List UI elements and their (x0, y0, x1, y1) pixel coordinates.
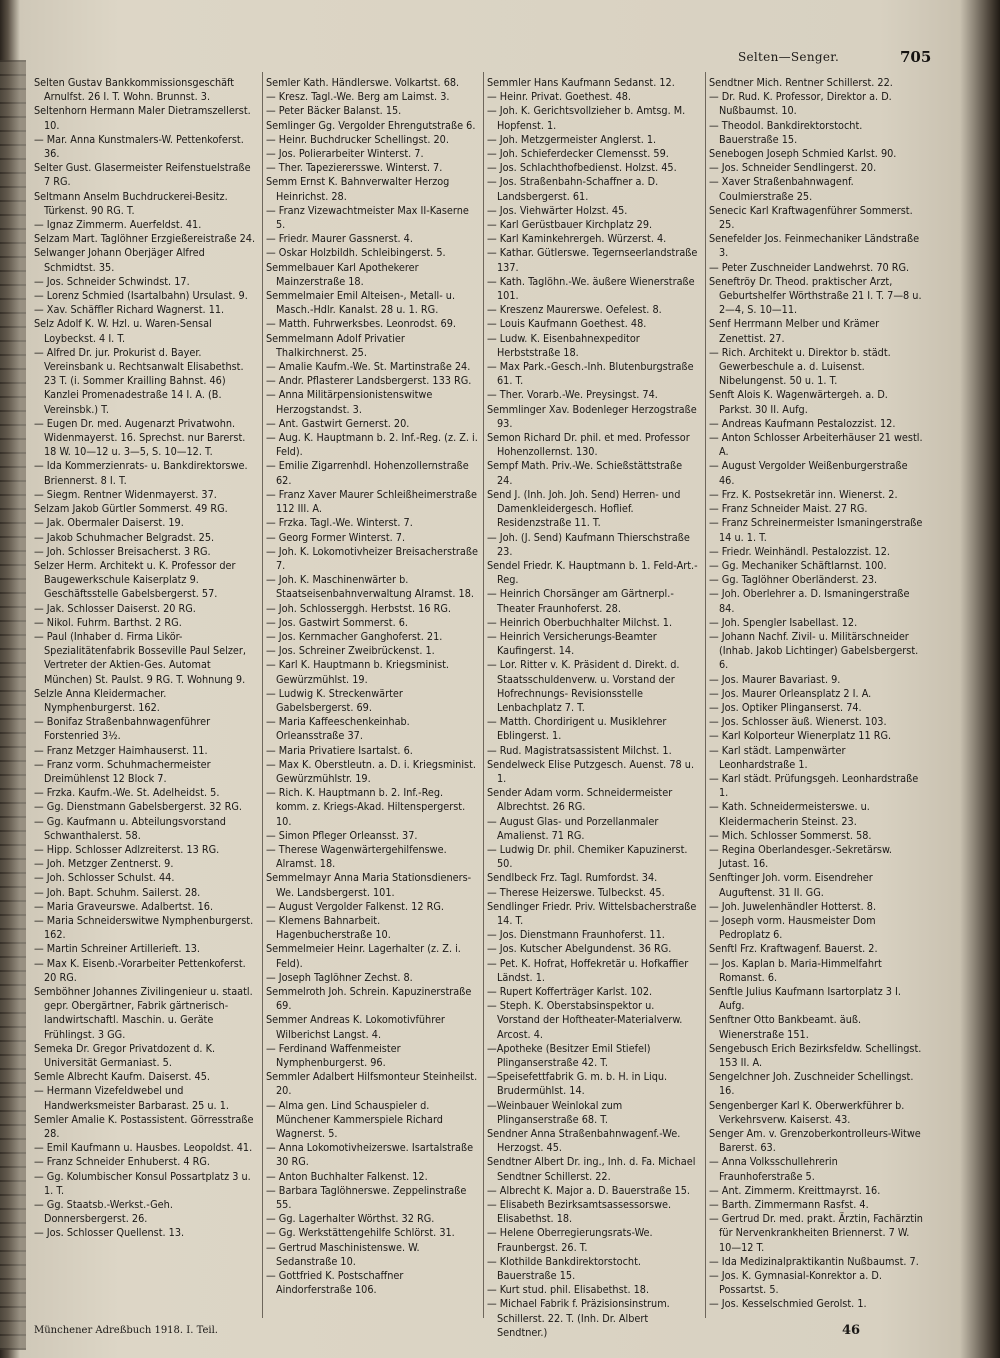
directory-entry: — Friedr. Weinhändl. Pestalozzist. 12. (709, 544, 890, 558)
page-binding-edge (0, 60, 26, 1350)
directory-entry: — Jos. Straßenbahn-Schaffner a. D. Landsbergerst. 61. (487, 175, 659, 203)
directory-entry: — Ther. Vorarb.-We. Preysingst. 74. (487, 388, 658, 402)
directory-entry: Semmelmaier Emil Alteisen-, Metall- u. Masch.-Hdlr. Kanalst. 28 u. 1. RG. (266, 289, 456, 317)
directory-entry: Senebogen Joseph Schmied Karlst. 90. (709, 147, 897, 161)
directory-entry: — Karl Kolporteur Wienerplatz 11 RG. (709, 729, 892, 743)
directory-entry: — Gg. Lagerhalter Wörthst. 32 RG. (266, 1212, 435, 1226)
directory-entry: — Joh. Bapt. Schuhm. Sailerst. 28. (34, 885, 201, 899)
directory-entry: — Karl städt. Lampenwärter Leonhardstraße 1. (709, 743, 846, 771)
directory-entry: — Anton Schlosser Arbeiterhäuser 21 westl. A. (709, 431, 923, 459)
directory-entry: — Anna Lokomotivheizerswe. Isartalstraße 30 RG. (266, 1141, 474, 1169)
directory-entry: — Alfred Dr. jur. Prokurist d. Bayer. Vereinsbank u. Rechtsanwalt Elisabethst. 23 T. (i. Sommer Krailling Bahnst. 46) Kanzlei Promenadestraße 14 I. A. (B. Vereinsbk.) T. (34, 345, 244, 416)
directory-entry: Semmler Hans Kaufmann Sedanst. 12. (487, 76, 675, 89)
directory-entry: — Ida Medizinalpraktikantin Nußbaumst. 7. (709, 1254, 919, 1268)
directory-entry: — Maria Schneiderswitwe Nymphenburgerst. 162. (34, 913, 254, 942)
directory-entry: — Jak. Obermaler Daiserst. 19. (34, 516, 184, 530)
directory-entry: Sendel Friedr. K. Hauptmann b. 1. Feld-Art.-Reg. (487, 558, 698, 587)
directory-entry: — Joh. K. Lokomotivheizer Breisacherstraße 7. (266, 544, 478, 572)
directory-entry: — Jos. Kernmacher Ganghoferst. 21. (266, 629, 443, 643)
directory-entry: Senftle Julius Kaufmann Isartorplatz 3 I. Aufg. (709, 985, 901, 1013)
directory-entry: — Lorenz Schmied (Isartalbahn) Ursulast. 9. (34, 289, 248, 303)
directory-entry: — Ludw. K. Eisenbahnexpeditor Herbststraße 18. (487, 331, 640, 359)
signature-mark: 46 (842, 1323, 861, 1338)
directory-entry: — Lor. Ritter v. K. Präsident d. Direkt. d. Staatsschuldenverw. u. Vorstand der Hofrechnungs- Revisionsstelle Lenbachplatz 7. T. (487, 658, 680, 714)
directory-entry: Sendelweck Elise Putzgesch. Auenst. 78 u. 1. (487, 757, 695, 785)
directory-entry: — Maria Graveurswe. Adalbertst. 16. (34, 899, 214, 913)
directory-entry: — Gg. Staatsb.-Werkst.-Geh. Donnersbergerst. 26. (34, 1198, 173, 1226)
directory-entry: — Friedr. Maurer Gassnerst. 4. (266, 232, 413, 246)
column-4 (709, 76, 923, 1321)
directory-entry: — Elisabeth Bezirksamtsassessorswe. Elisabethst. 18. (487, 1198, 672, 1226)
directory-entry: — Barth. Zimmermann Rasfst. 4. (709, 1198, 869, 1212)
directory-entry: — Rich. K. Hauptmann b. 2. Inf.-Reg. komm. z. Kriegs-Akad. Hiltenspergerst. 10. (266, 786, 466, 828)
directory-entry: — Maria Kaffeeschenkeinhab. Orleansstraße 37. (266, 715, 410, 743)
directory-entry: — Xav. Schäffler Richard Wagnerst. 11. (34, 303, 225, 317)
directory-entry: — Therese Heizerswe. Tulbeckst. 45. (487, 885, 665, 899)
directory-entry: — Gg. Kolumbischer Konsul Possartplatz 3 u. 1. T. (34, 1169, 251, 1197)
directory-entry: Sempf Math. Priv.-We. Schießstättstraße 24. (487, 459, 683, 487)
directory-entry: — Joh. (J. Send) Kaufmann Thierschstraße 23. (487, 530, 690, 558)
directory-entry: — Ludwig Dr. phil. Chemiker Kapuzinerst. 50. (487, 842, 688, 871)
column-2 (266, 76, 478, 1321)
directory-entry: — Georg Former Winterst. 7. (266, 530, 406, 544)
directory-entry: Sendtner Albert Dr. ing., Inh. d. Fa. Michael Sendtner Schillerst. 22. (487, 1155, 696, 1183)
directory-entry: — Jos. Kutscher Abelgundenst. 36 RG. (487, 942, 672, 956)
directory-entry: — Rud. Magistratsassistent Milchst. 1. (487, 743, 672, 757)
directory-entry: — Jos. Optiker Plinganserst. 74. (709, 700, 862, 714)
directory-entry: Selzle Anna Kleidermacher. Nymphenburgerst. 162. (34, 686, 167, 714)
directory-entry: — Joseph Taglöhner Zechst. 8. (266, 970, 413, 984)
directory-entry: — Frzka. Kaufm.-We. St. Adelheidst. 5. (34, 786, 220, 800)
directory-entry: Sengelchner Joh. Zuschneider Schellingst. 16. (709, 1070, 914, 1098)
directory-entry: — Jak. Schlosser Daiserst. 20 RG. (34, 601, 196, 615)
directory-entry: — Max Park.-Gesch.-Inh. Blutenburgstraße 61. T. (487, 360, 694, 388)
directory-entry: Sengenberger Karl K. Oberwerkführer b. Verkehrsverw. Kaiserst. 43. (709, 1098, 905, 1126)
directory-entry: — Ant. Gastwirt Gernerst. 20. (266, 416, 410, 430)
directory-entry: — Gottfried K. Postschaffner Aindorferstraße 106. (266, 1269, 404, 1297)
directory-entry: — Jos. Dienstmann Fraunhoferst. 11. (487, 928, 665, 942)
directory-entry: — Michael Fabrik f. Präzisionsinstrum. Schillerst. 22. T. (Inh. Dr. Albert Sendtner.) (487, 1297, 670, 1339)
directory-entry: Sendtner Mich. Rentner Schillerst. 22. (709, 76, 893, 89)
directory-entry: — Karl städt. Prüfungsgeh. Leonhardstraße 1. (709, 771, 919, 800)
directory-entry: — Kresz. Tagl.-We. Berg am Laimst. 3. (266, 90, 450, 104)
directory-entry: — Heinrich Oberbuchhalter Milchst. 1. (487, 615, 673, 629)
directory-entry: — Gg. Dienstmann Gabelsbergerst. 32 RG. (34, 800, 242, 814)
directory-entry: — Kath. Schneidermeisterswe. u. Kleidermacherin Steinst. 23. (709, 800, 870, 828)
directory-entry: — Steph. K. Oberstabsinspektor u. Vorstand der Hoftheater-Materialverw. Arcost. 4. (487, 999, 683, 1041)
directory-entry: — Rupert Kofferträger Karlst. 102. (487, 985, 653, 998)
directory-entry: Selzer Herm. Architekt u. K. Professor der Baugewerkschule Kaiserplatz 9. Geschäftsstelle Gabelsbergerst. 57. (34, 558, 236, 601)
directory-entry: — Anna Militärpensionistenswitwe Herzogstandst. 3. (266, 388, 433, 416)
directory-entry: — August Glas- und Porzellanmaler Amalienst. 71 RG. (487, 814, 659, 842)
directory-entry: — Aug. K. Hauptmann b. 2. Inf.-Reg. (z. Z. i. Feld). (266, 431, 478, 459)
directory-entry: — Jos. Schlosser äuß. Wienerst. 103. (709, 715, 887, 729)
directory-entry: — Paul (Inhaber d. Firma Likör-Spezialitätenfabrik Bosseville Paul Selzer, Vertreter der Aktien-Ges. Automat München) St. Paulst. 9 RG. T. Wohnung 9. (34, 629, 246, 686)
directory-entry: — Xaver Straßenbahnwagenf. Coulmierstraße 25. (709, 175, 854, 203)
directory-entry: Selwanger Johann Oberjäger Alfred Schmidtst. 35. (34, 246, 205, 274)
directory-entry: — Anton Buchhalter Falkenst. 12. (266, 1169, 428, 1183)
directory-entry: — Peter Bäcker Balanst. 15. (266, 104, 402, 118)
directory-entry: Senftner Otto Bankbeamt. äuß. Wienerstraße 151. (709, 1013, 862, 1041)
directory-entry: — Frzka. Tagl.-We. Winterst. 7. (266, 516, 413, 530)
directory-entry: — Karl Kaminkehrergeh. Würzerst. 4. (487, 232, 667, 246)
directory-entry: — Emilie Zigarrenhdl. Hohenzollernstraße 62. (266, 459, 469, 487)
directory-entry: — Kurt stud. phil. Elisabethst. 18. (487, 1283, 650, 1297)
directory-entry: — Joh. K. Gerichtsvollzieher b. Amtsg. M. Hopfenst. 1. (487, 104, 686, 132)
directory-entry: — Pet. K. Hofrat, Hoffekretär u. Hofkaffier Ländst. 1. (487, 956, 689, 984)
directory-entry: Semeka Dr. Gregor Privatdozent d. K. Universität Germaniast. 5. (34, 1041, 216, 1070)
directory-entry: — Louis Kaufmann Goethest. 48. (487, 317, 647, 331)
directory-entry: — Jos. Schneider Schwindst. 17. (34, 274, 190, 288)
directory-entry: Seltenhorn Hermann Maler Dietramszellerst. 10. (34, 104, 251, 132)
directory-entry: — Franz Schneider Enhuberst. 4 RG. (34, 1155, 211, 1169)
directory-entry: — Helene Oberregierungsrats-We. Fraunbergst. 26. T. (487, 1226, 653, 1254)
directory-entry: — Franz vorm. Schuhmachermeister Dreimühlenst 12 Block 7. (34, 757, 211, 785)
directory-entry: — Jos. Schlachthofbedienst. Holzst. 45. (487, 161, 677, 175)
directory-entry: Semmlinger Xav. Bodenleger Herzogstraße 93. (487, 402, 697, 430)
directory-entry: Semm Ernst K. Bahnverwalter Herzog Heinrichst. 28. (266, 175, 450, 203)
directory-entry: — Hermann Vizefeldwebel und Handwerksmeister Barbarast. 25 u. 1. (34, 1084, 229, 1112)
directory-entry: Semmelmann Adolf Privatier Thalkirchnerst. 25. (266, 331, 405, 359)
directory-entry: — Klemens Bahnarbeit. Hagenbucherstraße 10. (266, 913, 391, 942)
column-rule (705, 72, 706, 1318)
directory-entry: Semmelmeier Heinr. Lagerhalter (z. Z. i. Feld). (266, 942, 461, 970)
directory-entry: — Franz Schreinermeister Ismaningerstraße 14 u. 1. T. (709, 516, 923, 544)
directory-entry: Senft Alois K. Wagenwärtergeh. a. D. Parkst. 30 II. Aufg. (709, 388, 888, 416)
directory-entry: — Albrecht K. Major a. D. Bauerstraße 15. (487, 1183, 690, 1197)
directory-entry: — Alma gen. Lind Schauspieler d. Münchener Kammerspiele Richard Wagnerst. 5. (266, 1098, 443, 1141)
directory-entry: Senftinger Joh. vorm. Eisendreher Auguftenst. 31 II. GG. (709, 871, 873, 899)
directory-entry: — Andreas Kaufmann Pestalozzist. 12. (709, 416, 896, 430)
directory-entry: — Heinr. Buchdrucker Schellingst. 20. (266, 132, 449, 146)
directory-entry: Senefelder Jos. Feinmechaniker Ländstraße 3. (709, 232, 920, 260)
directory-entry: — Regina Oberlandesger.-Sekretärsw. Jutast. 16. (709, 842, 892, 871)
directory-entry: —Weinbauer Weinlokal zum Plinganserstraße 68. T. (487, 1098, 623, 1126)
directory-entry: Send J. (Inh. Joh. Joh. Send) Herren- und Damenkleidergesch. Hoflief. Residenzstraße 11. T. (487, 487, 681, 530)
directory-entry: Senf Herrmann Melber und Krämer Zenettist. 27. (709, 317, 880, 345)
directory-entry: — Joh. Oberlehrer a. D. Ismaningerstraße 84. (709, 587, 910, 615)
directory-entry: Sendlinger Friedr. Priv. Wittelsbacherstraße 14. T. (487, 899, 697, 927)
directory-entry: — Joseph vorm. Hausmeister Dom Pedroplatz 6. (709, 913, 876, 942)
directory-entry: — Theodol. Bankdirektorstocht. Bauerstraße 15. (709, 118, 863, 146)
directory-entry: Selten Gustav Bankkommissionsgeschäft Arnulfst. 26 I. T. Wohn. Brunnst. 3. (34, 76, 235, 104)
directory-entry: — Klothilde Bankdirektorstocht. Bauerstraße 15. (487, 1254, 641, 1283)
directory-entry: — Jos. Kaplan b. Maria-Himmelfahrt Romanst. 6. (709, 956, 882, 984)
directory-entry: — August Vergolder Falkenst. 12 RG. (266, 899, 444, 913)
directory-entry: — Peter Zuschneider Landwehrst. 70 RG. (709, 260, 910, 274)
directory-entry: — Gg. Werkstättengehilfe Schlörst. 31. (266, 1226, 455, 1240)
directory-entry: — Franz Vizewachtmeister Max II-Kaserne 5. (266, 203, 469, 232)
running-header: Selten—Senger. (738, 50, 840, 64)
directory-entry: — Therese Wagenwärtergehilfenswe. Alramst. 18. (266, 842, 447, 871)
directory-entry: Sengebusch Erich Bezirksfeldw. Schellingst. 153 II. A. (709, 1041, 922, 1070)
column-rule (262, 72, 263, 1318)
directory-entry: — Kath. Taglöhn.-We. äußere Wienerstraße 101. (487, 274, 695, 303)
directory-entry: — Jos. K. Gymnasial-Konrektor a. D. Possartst. 5. (709, 1269, 882, 1297)
directory-entry: Sendlbeck Frz. Tagl. Rumfordst. 34. (487, 871, 658, 885)
directory-entry: Sender Adam vorm. Schneidermeister Albrechtst. 26 RG. (487, 786, 673, 814)
directory-entry: — Oskar Holzbildh. Schleibingerst. 5. (266, 246, 446, 260)
directory-entry: — Mar. Anna Kunstmalers-W. Pettenkoferst. 36. (34, 132, 244, 161)
directory-entry: — Joh. Schieferdecker Clemensst. 59. (487, 147, 669, 161)
directory-entry: — Joh. Schlosser Schulst. 44. (34, 871, 175, 885)
directory-entry: Semlinger Gg. Vergolder Ehrengutstraße 6. (266, 118, 476, 132)
directory-entry: — Jos. Maurer Bavariast. 9. (709, 672, 841, 686)
directory-entry: — Jos. Polierarbeiter Winterst. 7. (266, 147, 424, 161)
directory-entry: —Apotheke (Besitzer Emil Stiefel) Plinganserstraße 42. T. (487, 1041, 651, 1070)
directory-entry: — Martin Schreiner Artillerieft. 13. (34, 942, 201, 956)
directory-entry: — Max K. Oberstleutn. a. D. i. Kriegsminist. Gewürzmühlstr. 19. (266, 757, 476, 785)
directory-entry: Selzam Jakob Gürtler Sommerst. 49 RG. (34, 502, 228, 516)
directory-entry: —Speisefettfabrik G. m. b. H. in Liqu. Brudermühlst. 14. (487, 1070, 668, 1098)
directory-entry: — Rich. Architekt u. Direktor b. städt. Gewerbeschule a. d. Luisenst. Nibelungenst. 50 u. 1. T. (709, 345, 891, 388)
directory-entry: — Gertrud Dr. med. prakt. Ärztin, Fachärztin für Nervenkrankheiten Briennerst. 7 W. 10—12 T. (709, 1212, 923, 1254)
directory-entry: — Franz Schneider Maist. 27 RG. (709, 502, 868, 516)
directory-entry: — Ferdinand Waffenmeister Nymphenburgerst. 96. (266, 1041, 401, 1070)
directory-entry: — Ludwig K. Streckenwärter Gabelsbergerst. 69. (266, 686, 403, 714)
directory-entry: Semler Amalie K. Postassistent. Görresstraße 28. (34, 1112, 254, 1141)
directory-entry: Semle Albrecht Kaufm. Daiserst. 45. (34, 1070, 210, 1084)
directory-entry: Semmelmayr Anna Maria Stationsdieners-We. Landsbergerst. 101. (266, 871, 472, 899)
directory-entry: — Jos. Schlosser Quellenst. 13. (34, 1226, 185, 1240)
directory-entry: — Joh. K. Maschinenwärter b. Staatseisenbahnverwaltung Alramst. 18. (266, 573, 474, 601)
directory-entry: Semböhner Johannes Zivilingenieur u. staatl. gepr. Obergärtner, Fabrik gärtnerisch-landwirtschaftl. Maschin. u. Geräte Frühlingst. 3 GG. (34, 985, 253, 1041)
directory-entry: — Johann Nachf. Zivil- u. Militärschneider (Inhab. Jakob Lichtinger) Gabelsbergerst. 6. (709, 629, 919, 672)
column-3 (487, 76, 700, 1339)
directory-entry: — Matth. Chordirigent u. Musiklehrer Eblingerst. 1. (487, 715, 667, 743)
directory-entry: — Eugen Dr. med. Augenarzt Privatwohn. Widenmayerst. 16. Sprechst. nur Barerst. 18 W. 10—12 u. 3—5, S. 10—12. T. (34, 416, 246, 459)
directory-entry: — Jakob Schuhmacher Belgradst. 25. (34, 530, 215, 544)
directory-entry: — Siegm. Rentner Widenmayerst. 37. (34, 487, 217, 501)
directory-entry: — Dr. Rud. K. Professor, Direktor a. D. Nußbaumst. 10. (709, 90, 892, 118)
directory-entry: — Matth. Fuhrwerksbes. Leonrodst. 69. (266, 317, 456, 331)
directory-entry: — Joh. Metzgermeister Anglerst. 1. (487, 132, 657, 146)
directory-entry: — Ther. Tapezierersswe. Winterst. 7. (266, 161, 443, 175)
directory-entry: — Gg. Mechaniker Schäftlarnst. 100. (709, 558, 887, 572)
directory-entry: — Joh. Schlosserggh. Herbstst. 16 RG. (266, 601, 451, 615)
directory-entry: — Jos. Schneider Sendlingerst. 20. (709, 161, 877, 175)
directory-entry: — Franz Xaver Maurer Schleißheimerstraße 112 III. A. (266, 487, 477, 516)
column-rule (483, 72, 484, 1318)
directory-entry: — Max K. Eisenb.-Vorarbeiter Pettenkoferst. 20 RG. (34, 956, 246, 984)
directory-entry: Senecic Karl Kraftwagenführer Sommerst. 25. (709, 203, 913, 232)
directory-entry: Semon Richard Dr. phil. et med. Professor Hohenzollernst. 130. (487, 431, 690, 459)
directory-entry: — Heinrich Versicherungs-Beamter Kaufingerst. 14. (487, 629, 657, 658)
page-number: 705 (900, 48, 932, 66)
directory-entry: — Franz Metzger Haimhauserst. 11. (34, 743, 208, 757)
directory-entry: — Maria Privatiere Isartalst. 6. (266, 743, 413, 757)
directory-entry: Semmer Andreas K. Lokomotivführer Wilberichst Langst. 4. (266, 1013, 445, 1041)
directory-entry: — Gertrud Maschinistenswe. W. Sedanstraße 10. (266, 1240, 420, 1268)
directory-entry: — Joh. Metzger Zentnerst. 9. (34, 857, 174, 871)
directory-entry: — Bonifaz Straßenbahnwagenführer Forstenried 3½. (34, 715, 211, 743)
directory-entry: — Karl Gerüstbauer Kirchplatz 29. (487, 218, 653, 232)
directory-entry: Selter Gust. Glasermeister Reifenstuelstraße 7 RG. (34, 161, 251, 189)
directory-entry: Sendner Anna Straßenbahnwagenf.-We. Herzogst. 45. (487, 1127, 681, 1155)
directory-entry: Selz Adolf K. W. Hzl. u. Waren-Sensal Loybeckst. 4 I. T. (34, 317, 212, 345)
directory-entry: — Amalie Kaufm.-We. St. Martinstraße 24. (266, 360, 471, 374)
directory-entry: Semmler Adalbert Hilfsmonteur Steinheilst. 20. (266, 1070, 478, 1098)
directory-entry: — Heinr. Privat. Goethest. 48. (487, 90, 632, 104)
directory-entry: — Anna Volksschullehrerin Fraunhoferstraße 5. (709, 1155, 838, 1183)
directory-entry: — Jos. Gastwirt Sommerst. 6. (266, 615, 409, 629)
directory-entry: — Joh. Spengler Isabellast. 12. (709, 615, 858, 629)
directory-entry: — Karl K. Hauptmann b. Kriegsminist. Gewürzmühlst. 19. (266, 658, 450, 686)
column-1 (34, 76, 256, 1321)
directory-entry: — Ignaz Zimmerm. Auerfeldst. 41. (34, 218, 202, 232)
directory-entry: — Gg. Kaufmann u. Abteilungsvorstand Schwanthalerst. 58. (34, 814, 226, 842)
directory-entry: — Kathar. Gütlerswe. Tegernseerlandstraße 137. (487, 246, 698, 274)
directory-entry: — Simon Pfleger Orleansst. 37. (266, 828, 418, 842)
directory-entry: — Joh. Juwelenhändler Hotterst. 8. (709, 899, 877, 913)
directory-entry: — Emil Kaufmann u. Hausbes. Leopoldst. 41. (34, 1141, 253, 1155)
directory-entry: Semmelbauer Karl Apothekerer Mainzerstraße 18. (266, 260, 419, 288)
directory-entry: — Mich. Schlosser Sommerst. 58. (709, 828, 872, 842)
directory-entry: — Kreszenz Maurerswe. Oefelest. 8. (487, 303, 662, 317)
directory-entry: Semler Kath. Händlerswe. Volkartst. 68. (266, 76, 460, 89)
directory-entry: — Hipp. Schlosser Adlzreiterst. 13 RG. (34, 842, 220, 856)
directory-entry: Semmelroth Joh. Schrein. Kapuzinerstraße 69. (266, 985, 472, 1013)
directory-entry: — Jos. Schreiner Zweibrückenst. 1. (266, 644, 435, 658)
directory-entry: — Jos. Maurer Orleansplatz 2 I. A. (709, 686, 872, 700)
directory-entry: — Ida Kommerzienrats- u. Bankdirektorswe. Briennerst. 8 I. T. (34, 459, 248, 487)
directory-entry: — Ant. Zimmerm. Kreittmayrst. 16. (709, 1183, 881, 1197)
directory-entry: — Andr. Pflasterer Landsbergerst. 133 RG. (266, 374, 472, 388)
directory-entry: — Jos. Viehwärter Holzst. 45. (487, 203, 628, 217)
directory-entry: Senftl Frz. Kraftwagenf. Bauerst. 2. (709, 942, 878, 956)
directory-entry: — Nikol. Fuhrm. Barthst. 2 RG. (34, 615, 182, 629)
directory-entry: — Joh. Schlosser Breisacherst. 3 RG. (34, 544, 211, 558)
directory-entry: — Gg. Taglöhner Oberländerst. 23. (709, 573, 878, 587)
directory-entry: — August Vergolder Weißenburgerstraße 46. (709, 459, 908, 487)
directory-entry: Senger Am. v. Grenzoberkontrolleurs-Witwe Barerst. 63. (709, 1127, 921, 1155)
directory-entry: Seneftröy Dr. Theod. praktischer Arzt, Geburtshelfer Wörthstraße 21 I. T. 7—8 u. 2—4, S. 10—11. (709, 274, 922, 317)
directory-entry: — Heinrich Chorsänger am Gärtnerpl.-Theater Fraunhoferst. 28. (487, 587, 674, 615)
directory-entry: Seltmann Anselm Buchdruckerei-Besitz. Türkenst. 90 RG. T. (34, 189, 228, 217)
directory-entry: — Barbara Taglöhnerswe. Zeppelinstraße 55. (266, 1183, 467, 1212)
directory-entry: Selzam Mart. Taglöhner Erzgießereistraße 24. (34, 232, 256, 246)
directory-entry: — Jos. Kesselschmied Gerolst. 1. (709, 1297, 867, 1311)
footer-imprint: Münchener Adreßbuch 1918. I. Teil. (34, 1325, 218, 1336)
directory-entry: — Frz. K. Postsekretär inn. Wienerst. 2. (709, 487, 898, 501)
